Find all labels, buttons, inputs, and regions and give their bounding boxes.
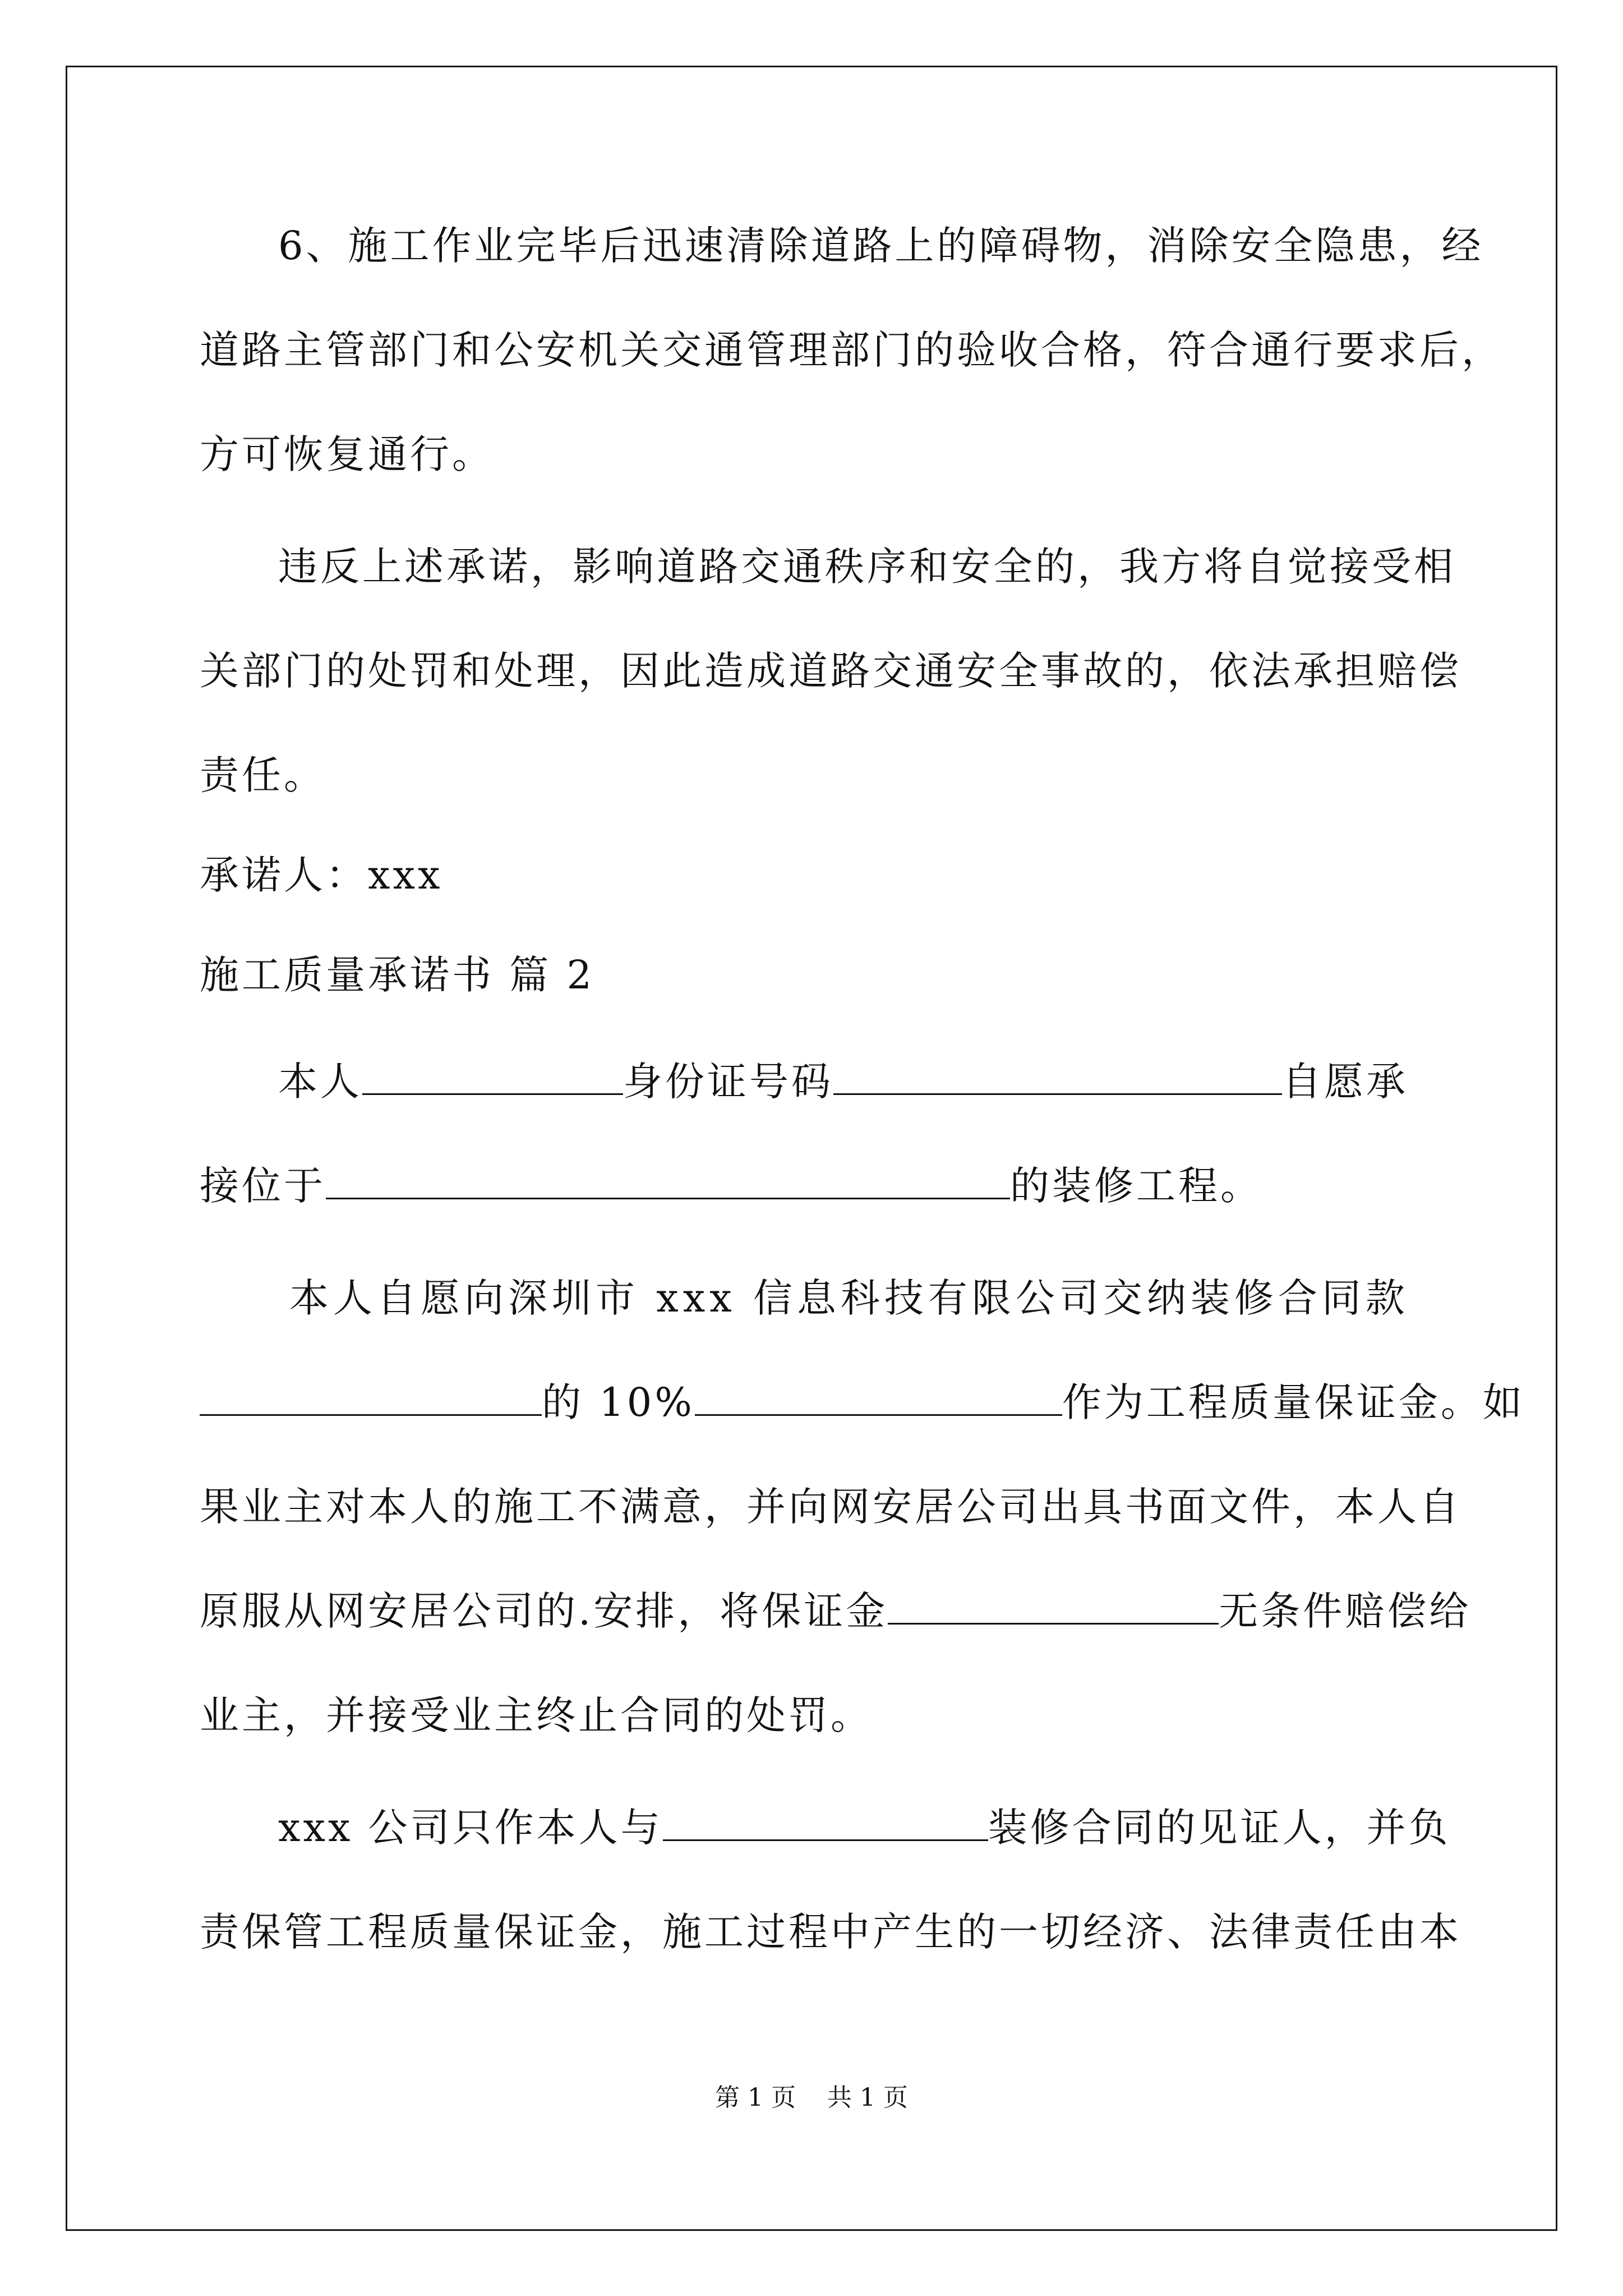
text-segment: 接位于 (200, 1163, 326, 1209)
text-segment: 的 10% (542, 1379, 695, 1425)
section-title: 施工质量承诺书 篇 2 (200, 952, 595, 998)
paragraph-line: 方可恢复通行。 (200, 431, 494, 477)
paragraph-line (200, 1801, 1506, 1855)
text-segment: 身份证号码 (623, 1059, 833, 1105)
paragraph-line: 业主，并接受业主终止合同的处罚。 (200, 1692, 873, 1738)
text-segment: 无条件赔偿给 (1219, 1588, 1472, 1634)
fill-in-blank-contract-amount[interactable] (200, 1377, 542, 1416)
text-segment: 自愿承 (1282, 1059, 1408, 1105)
fill-in-blank-name[interactable] (362, 1056, 623, 1095)
paragraph-line: 6、施工作业完毕后迅速清除道路上的障碍物，消除安全隐患，经 (278, 223, 1484, 269)
paragraph-line (200, 1159, 1428, 1213)
fill-in-blank-party[interactable] (663, 1802, 988, 1841)
paragraph-line (200, 1584, 1472, 1638)
fill-in-blank-address[interactable] (326, 1161, 1010, 1199)
paragraph-line (200, 1055, 1506, 1108)
paragraph-line: 关部门的处罚和处理，因此造成道路交通安全事故的，依法承担赔偿 (200, 648, 1461, 694)
paragraph-line: 责任。 (200, 752, 326, 798)
paragraph-line: 本人自愿向深圳市 xxx 信息科技有限公司交纳装修合同款 (289, 1275, 1409, 1321)
fill-in-blank-deposit[interactable] (888, 1586, 1219, 1625)
paragraph-line: 道路主管部门和公安机关交通管理部门的验收合格，符合通行要求后， (200, 327, 1504, 373)
signer-line: 承诺人：xxx (200, 852, 443, 898)
paragraph-line: 责保管工程质量保证金，施工过程中产生的一切经济、法律责任由本 (200, 1909, 1461, 1955)
text-segment: 原服从网安居公司的.安排，将保证金 (200, 1588, 888, 1634)
text-segment: 作为工程质量保证金。如 (1062, 1379, 1525, 1425)
text-segment: 装修合同的见证人，并负 (988, 1805, 1451, 1851)
fill-in-blank-deposit-amount[interactable] (695, 1377, 1062, 1416)
paragraph-line: 违反上述承诺，影响道路交通秩序和安全的，我方将自觉接受相 (278, 544, 1456, 590)
paragraph-line (200, 1375, 1525, 1429)
text-segment: xxx 公司只作本人与 (278, 1805, 663, 1851)
fill-in-blank-id-number[interactable] (833, 1056, 1282, 1095)
text-segment: 的装修工程。 (1010, 1163, 1262, 1209)
paragraph-line: 果业主对本人的施工不满意，并向网安居公司出具书面文件，本人自 (200, 1484, 1461, 1530)
page-number-footer: 第 1 页 共 1 页 (715, 2083, 908, 2112)
text-segment: 本人 (278, 1059, 362, 1105)
